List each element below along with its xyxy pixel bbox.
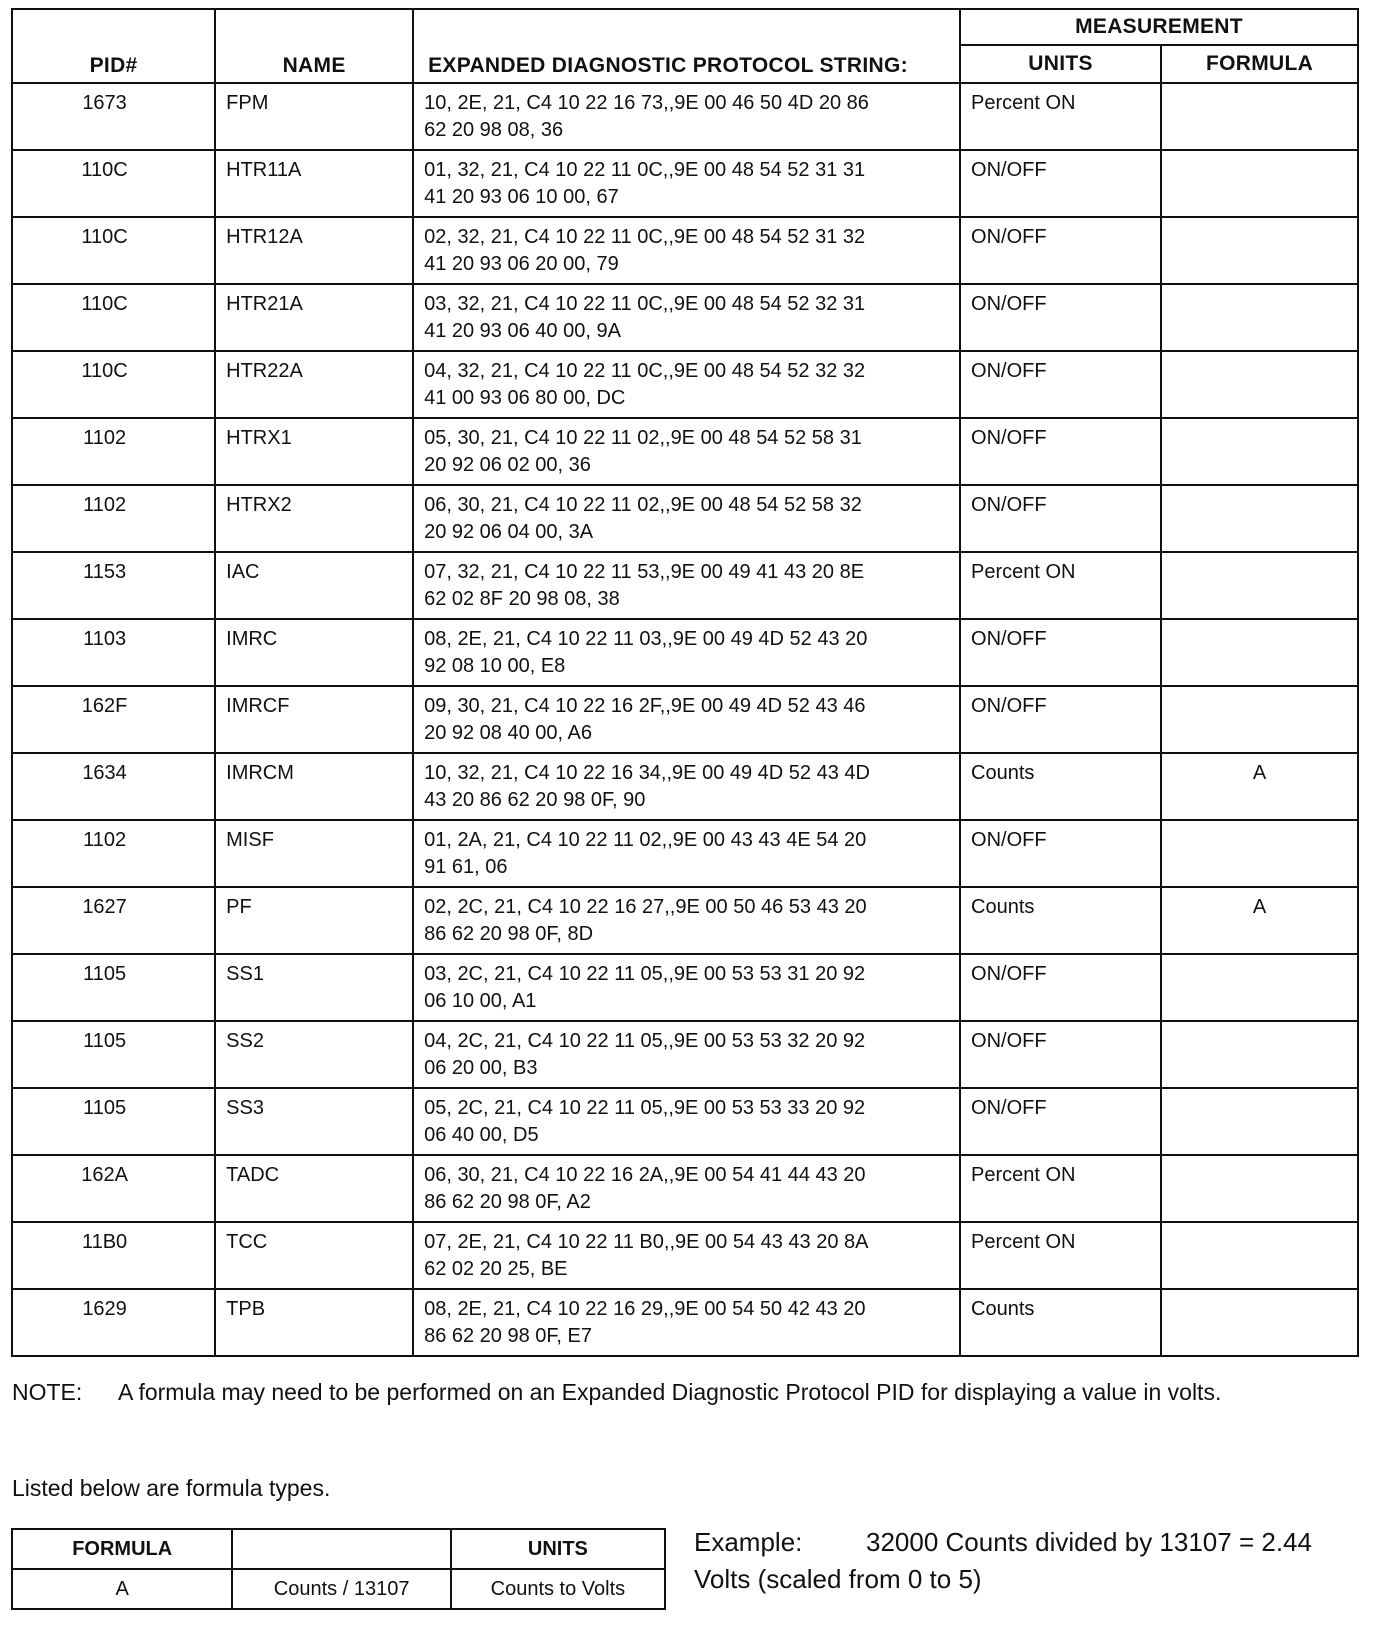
header-formula: FORMULA [1161,45,1358,83]
units-cell: Percent ON [960,1155,1161,1222]
formula-cell [1161,1289,1358,1356]
units-cell: ON/OFF [960,217,1161,284]
pid-cell: 110C [12,351,215,418]
units-cell: ON/OFF [960,418,1161,485]
formula-cell: A [1161,887,1358,954]
formula-cell [1161,954,1358,1021]
protocol-string-cell [413,954,960,1021]
name-cell: HTRX1 [215,418,413,485]
protocol-string-line1: 10, 32, 21, C4 10 22 16 34,,9E 00 49 4D 52 43 4D [424,762,870,784]
table-row [12,820,1358,887]
name-cell: IMRCM [215,753,413,820]
protocol-string-line2: 86 62 20 98 0F, 8D [424,923,594,945]
protocol-string-line1: 09, 30, 21, C4 10 22 16 2F,,9E 00 49 4D 52 43 46 [424,695,866,717]
formula-cell: A [1161,753,1358,820]
protocol-string-cell [413,150,960,217]
name-cell: IAC [215,552,413,619]
protocol-string-line2: 06 40 00, D5 [424,1124,539,1146]
protocol-string-line2: 20 92 06 02 00, 36 [424,454,591,476]
protocol-string-cell [413,418,960,485]
name-cell: TADC [215,1155,413,1222]
table-row [12,83,1358,150]
formula-cell-expression: Counts / 13107 [232,1569,450,1609]
units-cell: Counts [960,753,1161,820]
formula-cell [1161,418,1358,485]
pid-cell: 1102 [12,820,215,887]
name-cell: TPB [215,1289,413,1356]
name-cell: HTR12A [215,217,413,284]
pid-cell: 1673 [12,83,215,150]
units-cell: Counts [960,887,1161,954]
protocol-string-line2: 41 20 93 06 40 00, 9A [424,320,621,342]
table-row [12,552,1358,619]
units-cell: ON/OFF [960,284,1161,351]
formula-cell [1161,1222,1358,1289]
protocol-string-line1: 02, 2C, 21, C4 10 22 16 27,,9E 00 50 46 53 43 20 [424,896,867,918]
protocol-string-line1: 06, 30, 21, C4 10 22 11 02,,9E 00 48 54 52 58 32 [424,494,862,516]
protocol-string-line2: 62 02 20 25, BE [424,1258,568,1280]
table-row [12,351,1358,418]
pid-cell: 1105 [12,1088,215,1155]
protocol-string-line2: 06 10 00, A1 [424,990,537,1012]
protocol-string-cell [413,619,960,686]
formula-cell [1161,619,1358,686]
name-cell: HTR22A [215,351,413,418]
protocol-string-line2: 62 02 8F 20 98 08, 38 [424,588,620,610]
protocol-string-line2: 20 92 06 04 00, 3A [424,521,594,543]
formula-cell [1161,552,1358,619]
units-cell: ON/OFF [960,1088,1161,1155]
formula-header-blank [232,1529,450,1569]
table-row [12,887,1358,954]
units-cell: Counts [960,1289,1161,1356]
protocol-string-line1: 01, 2A, 21, C4 10 22 11 02,,9E 00 43 43 4E 54 20 [424,829,867,851]
units-cell: ON/OFF [960,485,1161,552]
protocol-string-cell [413,284,960,351]
protocol-string-cell [413,83,960,150]
units-cell: Percent ON [960,83,1161,150]
table-row [12,1289,1358,1356]
protocol-string-line1: 07, 32, 21, C4 10 22 11 53,,9E 00 49 41 43 20 8E [424,561,865,583]
pid-cell: 1102 [12,418,215,485]
formula-cell [1161,284,1358,351]
table-row [12,1222,1358,1289]
protocol-string-cell [413,1222,960,1289]
name-cell: HTRX2 [215,485,413,552]
protocol-string-line2: 92 08 10 00, E8 [424,655,566,677]
table-row [12,418,1358,485]
pid-cell: 1627 [12,887,215,954]
example-label: Example: [694,1527,803,1557]
example-line1: 32000 Counts divided by 13107 = 2.44 [866,1527,1312,1557]
table-row [12,284,1358,351]
pid-cell: 110C [12,284,215,351]
protocol-string-line2: 91 61, 06 [424,856,508,878]
pid-cell: 1105 [12,954,215,1021]
protocol-string-cell [413,485,960,552]
protocol-string-line1: 05, 30, 21, C4 10 22 11 02,,9E 00 48 54 52 58 31 [424,427,862,449]
header-name: NAME [215,9,413,83]
name-cell: FPM [215,83,413,150]
table-row [12,1021,1358,1088]
protocol-string-cell [413,820,960,887]
protocol-string-line2: 41 20 93 06 20 00, 79 [424,253,619,275]
formula-cell [1161,485,1358,552]
formula-cell-units: Counts to Volts [451,1569,665,1609]
pid-cell: 1634 [12,753,215,820]
formula-cell [1161,1155,1358,1222]
table-row [12,686,1358,753]
formula-header-units: UNITS [451,1529,665,1569]
table-row [12,485,1358,552]
pid-cell: 110C [12,150,215,217]
formula-cell [1161,351,1358,418]
header-pid: PID# [12,9,215,83]
units-cell: ON/OFF [960,619,1161,686]
header-units: UNITS [960,45,1161,83]
pid-cell: 162F [12,686,215,753]
protocol-string-line1: 04, 32, 21, C4 10 22 11 0C,,9E 00 48 54 52 32 32 [424,360,866,382]
units-cell: Percent ON [960,1222,1161,1289]
formula-cell [1161,150,1358,217]
table-row [12,753,1358,820]
listed-formula-types-text: Listed below are formula types. [12,1475,331,1501]
formula-header-formula: FORMULA [12,1529,232,1569]
protocol-string-cell [413,1088,960,1155]
name-cell: SS3 [215,1088,413,1155]
protocol-string-cell [413,1155,960,1222]
protocol-string-cell [413,217,960,284]
protocol-string-line1: 03, 32, 21, C4 10 22 11 0C,,9E 00 48 54 52 32 31 [424,293,866,315]
note-label: NOTE: [12,1379,83,1405]
protocol-string-line2: 06 20 00, B3 [424,1057,538,1079]
protocol-string-line2: 41 00 93 06 80 00, DC [424,387,626,409]
protocol-string-cell [413,1289,960,1356]
protocol-string-line2: 86 62 20 98 0F, E7 [424,1325,592,1347]
protocol-string-line1: 03, 2C, 21, C4 10 22 11 05,,9E 00 53 53 31 20 92 [424,963,866,985]
table-row [12,217,1358,284]
name-cell: IMRCF [215,686,413,753]
formula-cell-id: A [12,1569,232,1609]
table-row [12,954,1358,1021]
name-cell: MISF [215,820,413,887]
pid-cell: 162A [12,1155,215,1222]
example-line2: Volts (scaled from 0 to 5) [694,1564,982,1594]
units-cell: ON/OFF [960,820,1161,887]
protocol-string-cell [413,887,960,954]
protocol-string-line1: 02, 32, 21, C4 10 22 11 0C,,9E 00 48 54 52 31 32 [424,226,866,248]
protocol-string-line2: 86 62 20 98 0F, A2 [424,1191,591,1213]
protocol-string-line1: 06, 30, 21, C4 10 22 16 2A,,9E 00 54 41 44 43 20 [424,1164,866,1186]
table-row [12,150,1358,217]
formula-cell [1161,83,1358,150]
formula-cell [1161,820,1358,887]
table-row [12,619,1358,686]
protocol-string-line1: 04, 2C, 21, C4 10 22 11 05,,9E 00 53 53 32 20 92 [424,1030,866,1052]
pid-cell: 11B0 [12,1222,215,1289]
formula-table [11,1528,666,1610]
pid-cell: 110C [12,217,215,284]
formula-cell [1161,1088,1358,1155]
header-measurement: MEASUREMENT [960,9,1358,45]
pid-cell: 1629 [12,1289,215,1356]
protocol-string-cell [413,1021,960,1088]
protocol-string-line1: 08, 2E, 21, C4 10 22 16 29,,9E 00 54 50 42 43 20 [424,1298,866,1320]
protocol-string-line2: 43 20 86 62 20 98 0F, 90 [424,789,646,811]
protocol-string-line2: 41 20 93 06 10 00, 67 [424,186,619,208]
protocol-string-line2: 62 20 98 08, 36 [424,119,564,141]
table-row [12,1155,1358,1222]
formula-cell [1161,1021,1358,1088]
protocol-string-line2: 20 92 08 40 00, A6 [424,722,593,744]
units-cell: ON/OFF [960,954,1161,1021]
protocol-string-line1: 08, 2E, 21, C4 10 22 11 03,,9E 00 49 4D 52 43 20 [424,628,868,650]
table-row [12,1088,1358,1155]
name-cell: IMRC [215,619,413,686]
note-text: A formula may need to be performed on an Expanded Diagnostic Protocol PID for displaying a value in volts. [118,1379,1222,1405]
name-cell: HTR21A [215,284,413,351]
header-expanded-string: EXPANDED DIAGNOSTIC PROTOCOL STRING: [413,9,960,83]
pid-cell: 1103 [12,619,215,686]
protocol-string-cell [413,753,960,820]
protocol-string-line1: 07, 2E, 21, C4 10 22 11 B0,,9E 00 54 43 43 20 8A [424,1231,869,1253]
formula-cell [1161,686,1358,753]
pid-cell: 1105 [12,1021,215,1088]
pid-cell: 1153 [12,552,215,619]
protocol-string-line1: 10, 2E, 21, C4 10 22 16 73,,9E 00 46 50 4D 20 86 [424,92,869,114]
protocol-string-cell [413,552,960,619]
pid-table [11,8,1359,1357]
name-cell: TCC [215,1222,413,1289]
units-cell: ON/OFF [960,686,1161,753]
pid-cell: 1102 [12,485,215,552]
units-cell: ON/OFF [960,150,1161,217]
name-cell: SS2 [215,1021,413,1088]
name-cell: HTR11A [215,150,413,217]
protocol-string-line1: 01, 32, 21, C4 10 22 11 0C,,9E 00 48 54 52 31 31 [424,159,866,181]
name-cell: PF [215,887,413,954]
name-cell: SS1 [215,954,413,1021]
protocol-string-cell [413,351,960,418]
pid-table-body [12,83,1358,1356]
protocol-string-cell [413,686,960,753]
units-cell: ON/OFF [960,1021,1161,1088]
units-cell: Percent ON [960,552,1161,619]
formula-cell [1161,217,1358,284]
protocol-string-line1: 05, 2C, 21, C4 10 22 11 05,,9E 00 53 53 33 20 92 [424,1097,866,1119]
units-cell: ON/OFF [960,351,1161,418]
